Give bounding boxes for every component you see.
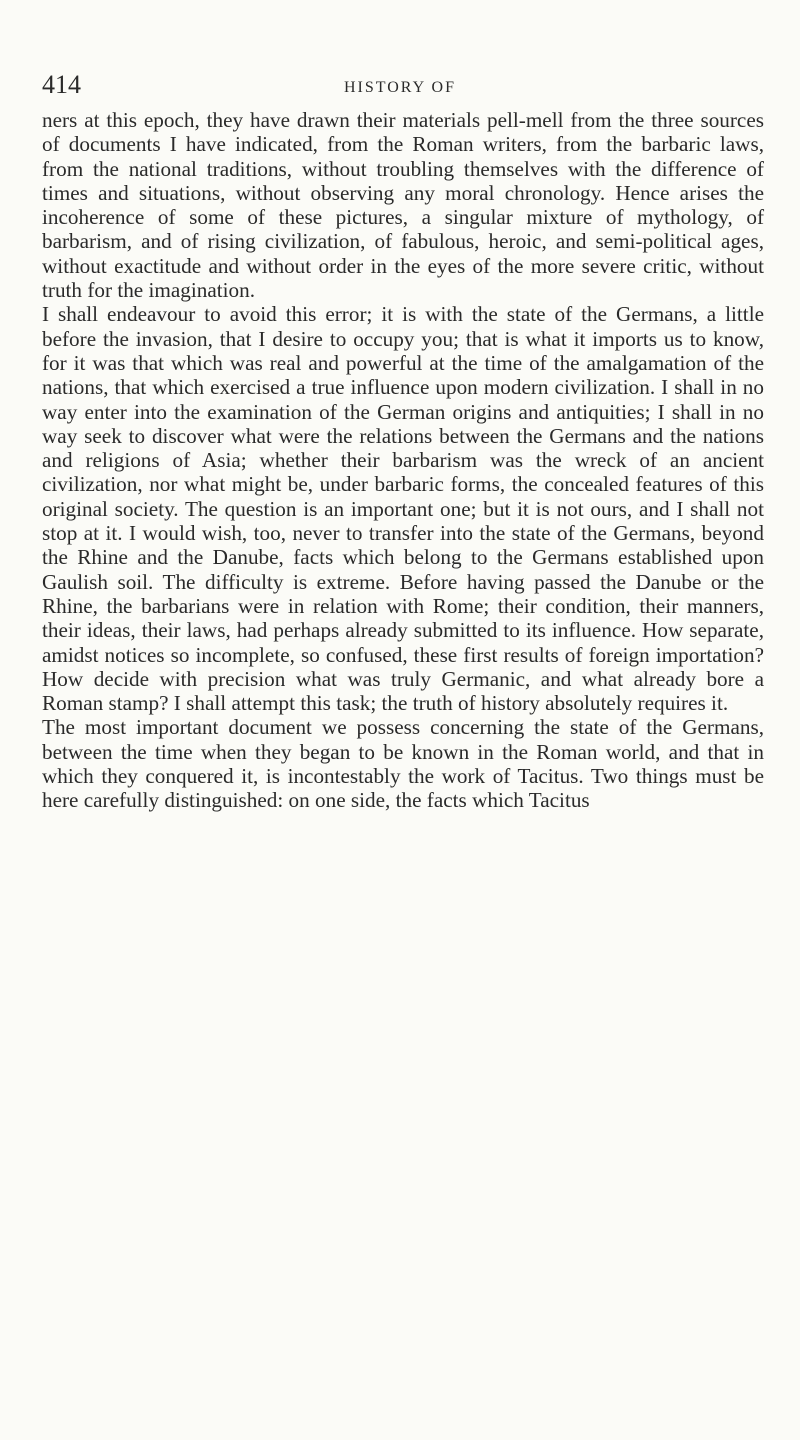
- paragraph: ners at this epoch, they have drawn their materials pell-mell from the three sources of documents I have indicated, from the Roman writers, from the barbaric laws, from the national traditions, without troubling themselves with the difference of times and situations, without observing any moral chronology. Hence arises the incoherence of some of these pictures, a singular mixture of mythology, of barbarism, and of rising civilization, of fabulous, heroic, and semi-political ages, without exactitude and without order in the eyes of the more severe critic, without truth for the imagination.: [42, 108, 764, 303]
- body-text: [42, 108, 764, 813]
- paragraph: I shall endeavour to avoid this error; it is with the state of the Germans, a little before the invasion, that I desire to occupy you; that is what it imports us to know, for it was that which was real and powerful at the time of the amalgamation of the nations, that which exercised a true influence upon modern civilization. I shall in no way enter into the examination of the German origins and antiquities; I shall in no way seek to discover what were the relations between the Germans and the nations and religions of Asia; whether their barbarism was the wreck of an ancient civilization, nor what might be, under barbaric forms, the concealed features of this original society. The question is an important one; but it is not ours, and I shall not stop at it. I would wish, too, never to transfer into the state of the Germans, beyond the Rhine and the Danube, facts which belong to the Germans established upon Gaulish soil. The difficulty is extreme. Before having passed the Danube or the Rhine, the barbarians were in relation with Rome; their condition, their manners, their ideas, their laws, had perhaps already submitted to its influence. How separate, amidst notices so incomplete, so confused, these first results of foreign importation? How decide with precision what was truly Germanic, and what already bore a Roman stamp? I shall attempt this task; the truth of history absolutely requires it.: [42, 302, 764, 716]
- paragraph: The most important document we possess concerning the state of the Germans, between the time when they began to be known in the Roman world, and that in which they conquered it, is incontestably the work of Tacitus. Two things must be here carefully distinguished: on one side, the facts which Tacitus: [42, 715, 764, 813]
- page-number: 414: [42, 70, 81, 99]
- running-head: HISTORY OF: [343, 79, 457, 96]
